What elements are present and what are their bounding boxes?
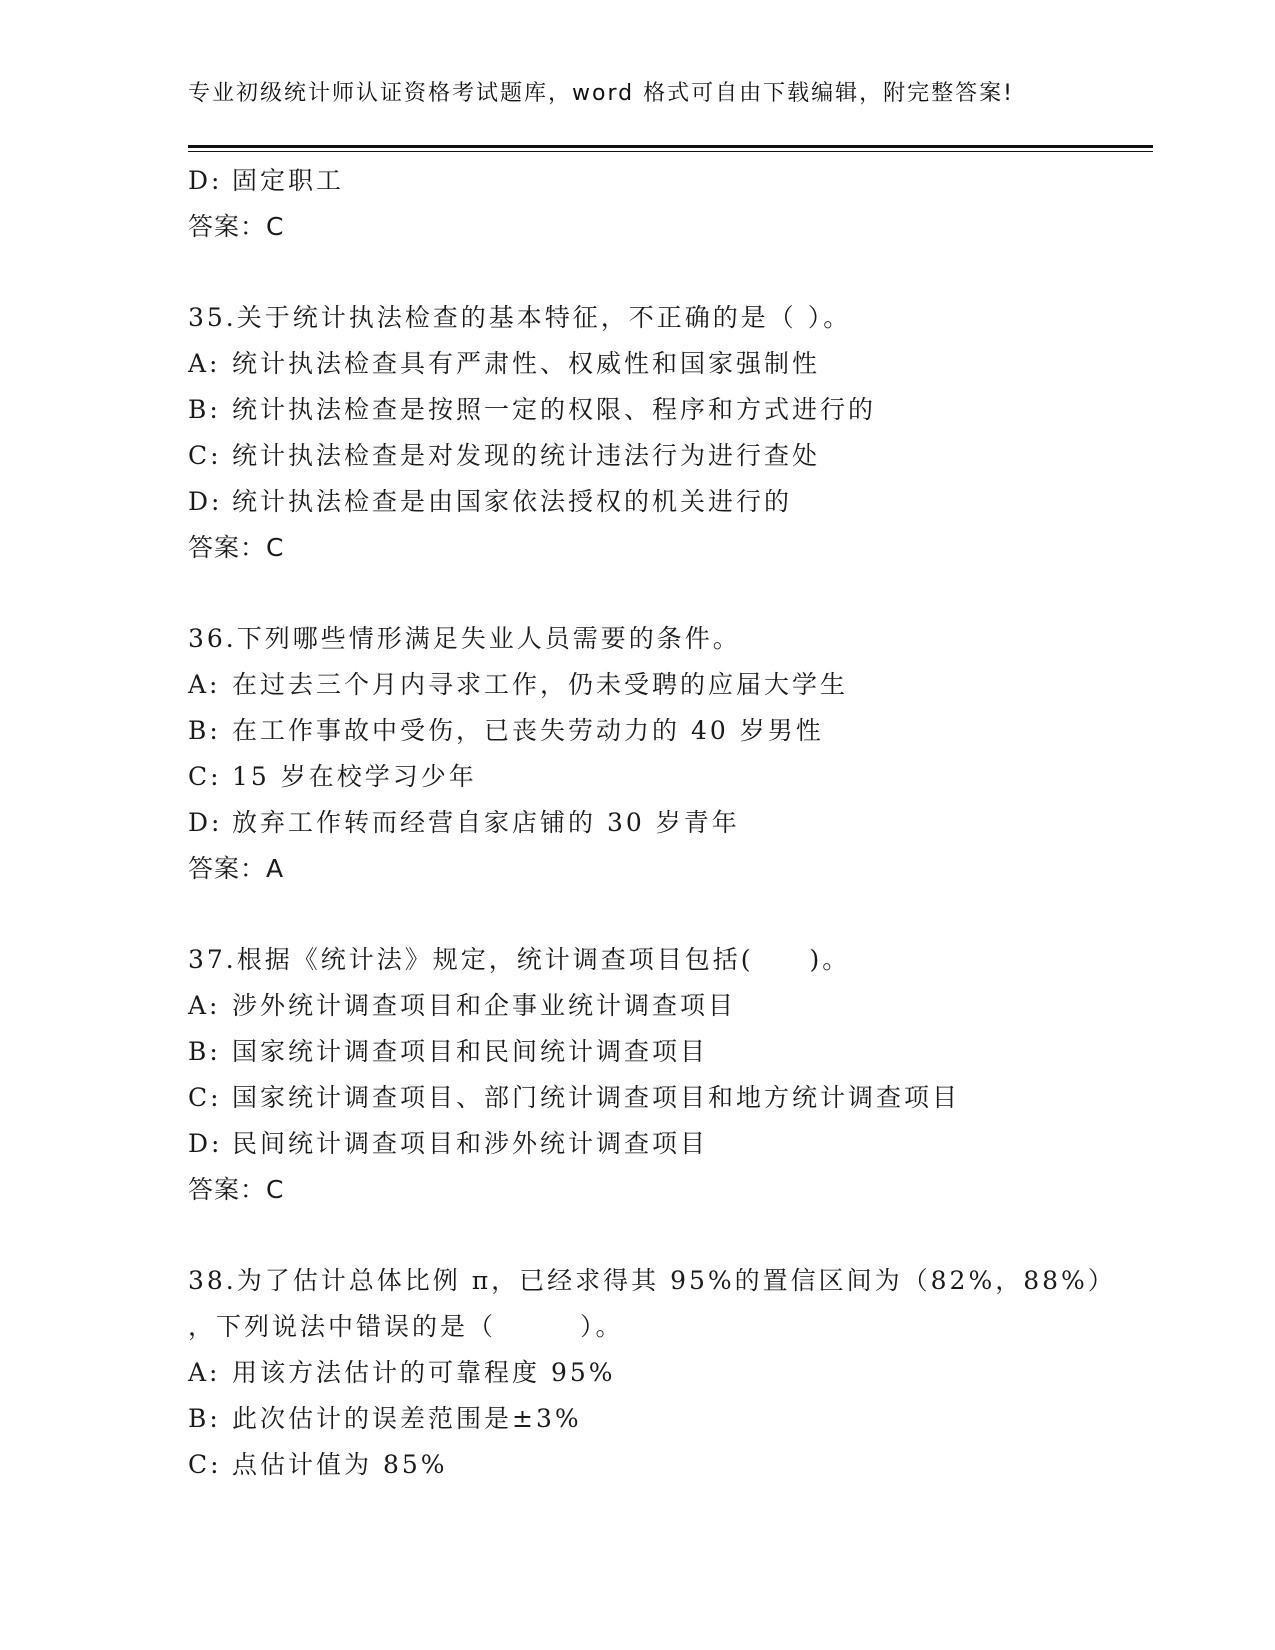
option-text: 统计执法检查是对发现的统计违法行为进行查处: [232, 441, 821, 470]
answer-line: 答案：C: [188, 1175, 285, 1204]
spacer: [188, 250, 1153, 295]
option-text: 点估计值为 85%: [232, 1450, 448, 1479]
option-line: [188, 1075, 1153, 1121]
answer-line: 答案：C: [188, 212, 285, 241]
option-key: A:: [188, 670, 221, 699]
option-text: 民间统计调查项目和涉外统计调查项目: [232, 1129, 709, 1158]
spacer: [188, 1213, 1153, 1258]
option-text: 放弃工作转而经营自家店铺的 30 岁青年: [232, 808, 740, 837]
option-text: 国家统计调查项目、部门统计调查项目和地方统计调查项目: [232, 1083, 961, 1112]
option-line: [188, 800, 1153, 846]
question-stem-continued: ，下列说法中错误的是（ ）。: [188, 1312, 624, 1341]
header-rule-thick: [188, 145, 1153, 148]
option-text: 15 岁在校学习少年: [232, 762, 477, 791]
spacer: [188, 571, 1153, 616]
question-stem: 36.下列哪些情形满足失业人员需要的条件。: [188, 624, 741, 653]
option-key: D:: [188, 487, 223, 516]
option-text: 统计执法检查是按照一定的权限、程序和方式进行的: [232, 395, 877, 424]
option-text: 国家统计调查项目和民间统计调查项目: [232, 1037, 709, 1066]
option-line: [188, 158, 1153, 204]
question-stem: 35.关于统计执法检查的基本特征，不正确的是（ ）。: [188, 303, 852, 332]
option-text: 涉外统计调查项目和企事业统计调查项目: [232, 991, 737, 1020]
option-key: C:: [188, 762, 222, 791]
option-key: B:: [188, 716, 221, 745]
option-line: [188, 1350, 1153, 1396]
option-line: [188, 754, 1153, 800]
option-key: C:: [188, 1083, 222, 1112]
answer-line: 答案：C: [188, 533, 285, 562]
option-text: 固定职工: [232, 166, 345, 195]
question-content: [188, 158, 1153, 1488]
option-text: 此次估计的误差范围是±3%: [232, 1404, 582, 1433]
option-text: 在工作事故中受伤，已丧失劳动力的 40 岁男性: [232, 716, 824, 745]
option-line: [188, 479, 1153, 525]
option-line: [188, 1121, 1153, 1167]
header-note: 专业初级统计师认证资格考试题库，word 格式可自由下载编辑，附完整答案!: [188, 81, 1014, 106]
option-key: B:: [188, 1037, 221, 1066]
option-key: D:: [188, 1129, 223, 1158]
option-line: [188, 341, 1153, 387]
question-stem: 38.为了估计总体比例 π，已经求得其 95%的置信区间为（82%，88%）: [188, 1266, 1116, 1295]
option-line: [188, 983, 1153, 1029]
option-line: [188, 387, 1153, 433]
option-text: 统计执法检查是由国家依法授权的机关进行的: [232, 487, 793, 516]
option-key: D:: [188, 166, 223, 195]
option-key: A:: [188, 349, 221, 378]
option-text: 用该方法估计的可靠程度 95%: [232, 1358, 616, 1387]
header-rule-thin: [188, 151, 1153, 152]
option-key: A:: [188, 991, 221, 1020]
option-line: [188, 1442, 1153, 1488]
option-line: [188, 433, 1153, 479]
option-line: [188, 662, 1153, 708]
option-text: 统计执法检查具有严肃性、权威性和国家强制性: [232, 349, 821, 378]
option-key: B:: [188, 1404, 221, 1433]
option-key: B:: [188, 395, 221, 424]
option-line: [188, 1029, 1153, 1075]
spacer: [188, 892, 1153, 937]
question-stem: 37.根据《统计法》规定，统计调查项目包括( )。: [188, 945, 851, 974]
option-key: D:: [188, 808, 223, 837]
option-text: 在过去三个月内寻求工作，仍未受聘的应届大学生: [232, 670, 849, 699]
option-key: C:: [188, 1450, 222, 1479]
option-line: [188, 1396, 1153, 1442]
option-key: C:: [188, 441, 222, 470]
option-key: A:: [188, 1358, 221, 1387]
answer-line: 答案：A: [188, 854, 285, 883]
option-line: [188, 708, 1153, 754]
